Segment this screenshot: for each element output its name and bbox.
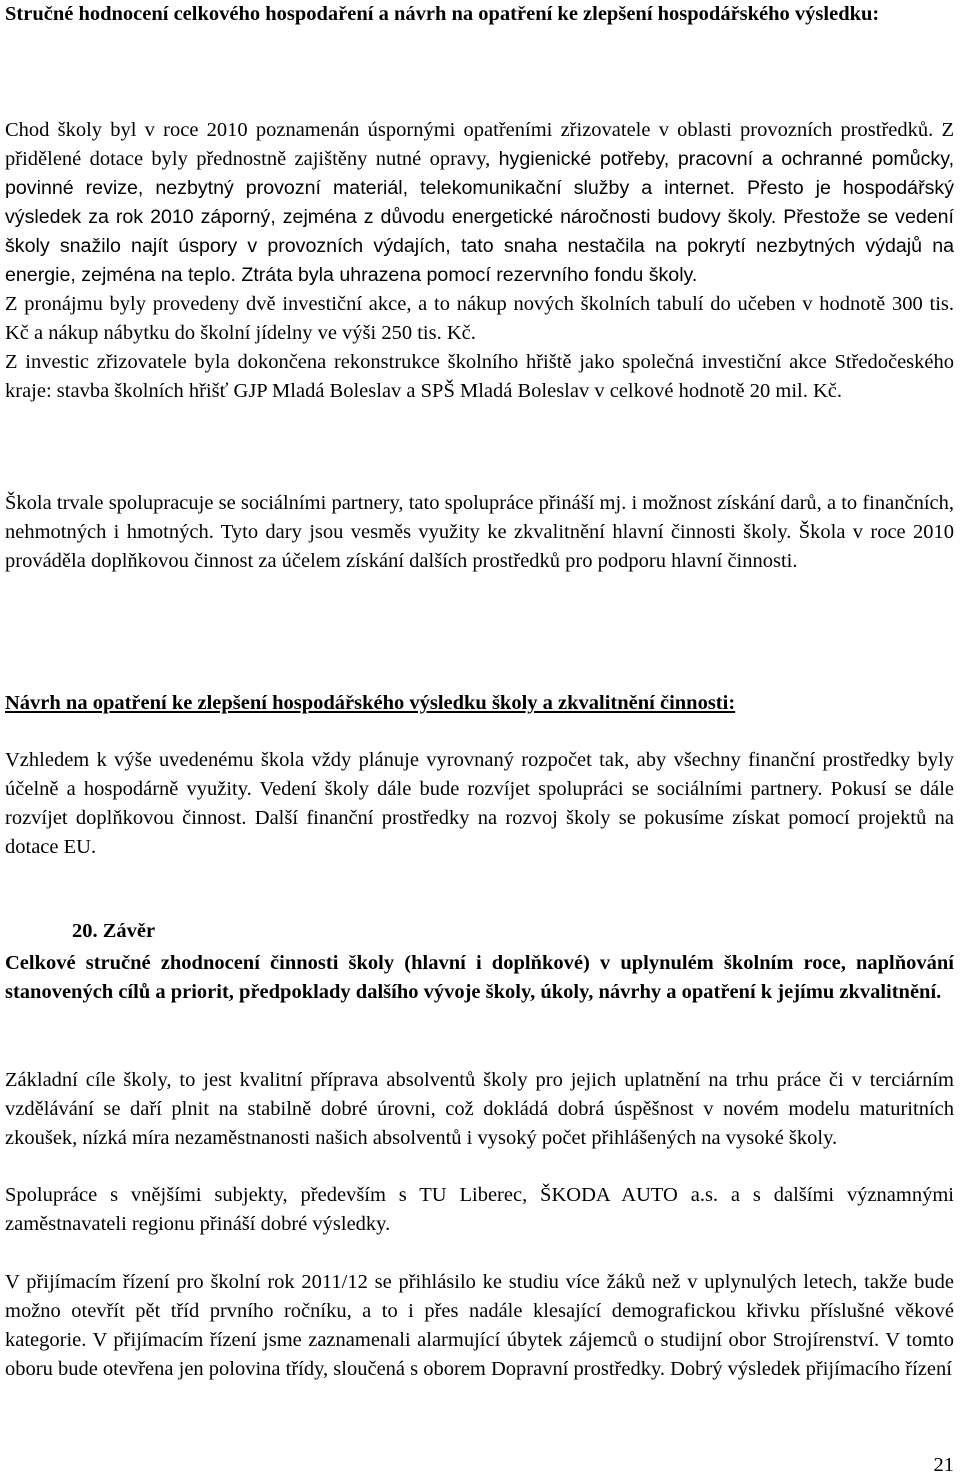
conclusion-paragraph-2: Spolupráce s vnějšími subjekty, především s TU Liberec, ŠKODA AUTO a.s. a s dalšími významnými zaměstnavateli regionu přináší dobré výsledky.	[5, 1184, 954, 1235]
page-number: 21	[933, 1454, 954, 1476]
section-heading: Stručné hodnocení celkového hospodaření a návrh na opatření ke zlepšení hospodářského výsledku:	[5, 3, 880, 25]
conclusion-number: 20.	[72, 920, 98, 942]
conclusion-paragraph-1: Základní cíle školy, to jest kvalitní příprava absolventů školy pro jejich uplatnění na trhu práce či v terciárním vzdělávání se daří plnit na stabilně dobré úrovni, což dokládá dobrá úspěšnost v novém modelu maturitních zkoušek, nízká míra nezaměstnanosti našich absolventů i vysoký počet přihlášených na vysoké školy.	[5, 1069, 954, 1149]
intro-text-1: Chod školy byl v roce 2010 poznamenán úspornými opatřeními zřizovatele v oblasti provozních prostředků. Z přidělené dotace byly přednostně zajištěny nutné opravy,	[5, 119, 954, 170]
intro-text-3: Z pronájmu byly provedeny dvě investiční akce, a to nákup nových školních tabulí do učeben v hodnotě 300 tis. Kč a nákup nábytku do školní jídelny ve výši 250 tis. Kč.	[5, 293, 954, 344]
partners-paragraph: Škola trvale spolupracuje se sociálními partnery, tato spolupráce přináší mj. i možnost získání darů, a to finančních, nehmotných i hmotných. Tyto dary jsou vesměs využity ke zkvalitnění hlavní činnosti školy. Škola v roce 2010 prováděla doplňkovou činnost za účelem získání dalších prostředků pro podporu hlavní činnosti.	[5, 492, 954, 572]
proposal-heading: Návrh na opatření ke zlepšení hospodářského výsledku školy a zkvalitnění činnosti:	[5, 692, 736, 714]
conclusion-subheading: Celkové stručné zhodnocení činnosti školy (hlavní i doplňkové) v uplynulém školním roce, naplňování stanovených cílů a priorit, předpoklady dalšího vývoje školy, úkoly, návrhy a opatření k jejímu zkvalitnění.	[5, 952, 954, 1003]
intro-paragraph	[5, 116, 954, 406]
conclusion-title: Závěr	[102, 920, 156, 942]
proposal-paragraph: Vzhledem k výše uvedenému škola vždy plánuje vyrovnaný rozpočet tak, aby všechny finanční prostředky byly účelně a hospodárně využity. Vedení školy dále bude rozvíjet spolupráci se sociálními partnery. Pokusí se dále rozvíjet doplňkovou činnost. Další finanční prostředky na rozvoj školy se pokusíme získat pomocí projektů na dotace EU.	[5, 749, 954, 858]
intro-text-2: hygienické potřeby, pracovní a ochranné pomůcky, povinné revize, nezbytný provozní materiál, telekomunikační služby a internet. Přesto je hospodářský výsledek za rok 2010 záporný, zejména z důvodu energetické náročnosti budovy školy. Přestože se vedení školy snažilo najít úspory v provozních výdajích, tato snaha nestačila na pokrytí nezbytných výdajů na energie, zejména na teplo. Ztráta byla uhrazena pomocí rezervního fondu školy.	[5, 148, 955, 286]
conclusion-paragraph-3: V přijímacím řízení pro školní rok 2011/12 se přihlásilo ke studiu více žáků než v uplynulých letech, takže bude možno otevřít pět tříd prvního ročníku, a to i přes nadále klesající demografickou křivku příslušné věkové kategorie. V přijímacím řízení jsme zaznamenali alarmující úbytek zájemců o studijní obor Strojírenství. V tomto oboru bude otevřena jen polovina třídy, sloučená s oborem Dopravní prostředky. Dobrý výsledek přijímacího řízení	[5, 1271, 954, 1380]
conclusion-heading	[72, 917, 155, 946]
intro-text-4: Z investic zřizovatele byla dokončena rekonstrukce školního hřiště jako společná investiční akce Středočeského kraje: stavba školních hřišť GJP Mladá Boleslav a SPŠ Mladá Boleslav v celkové hodnotě 20 mil. Kč.	[5, 351, 954, 402]
